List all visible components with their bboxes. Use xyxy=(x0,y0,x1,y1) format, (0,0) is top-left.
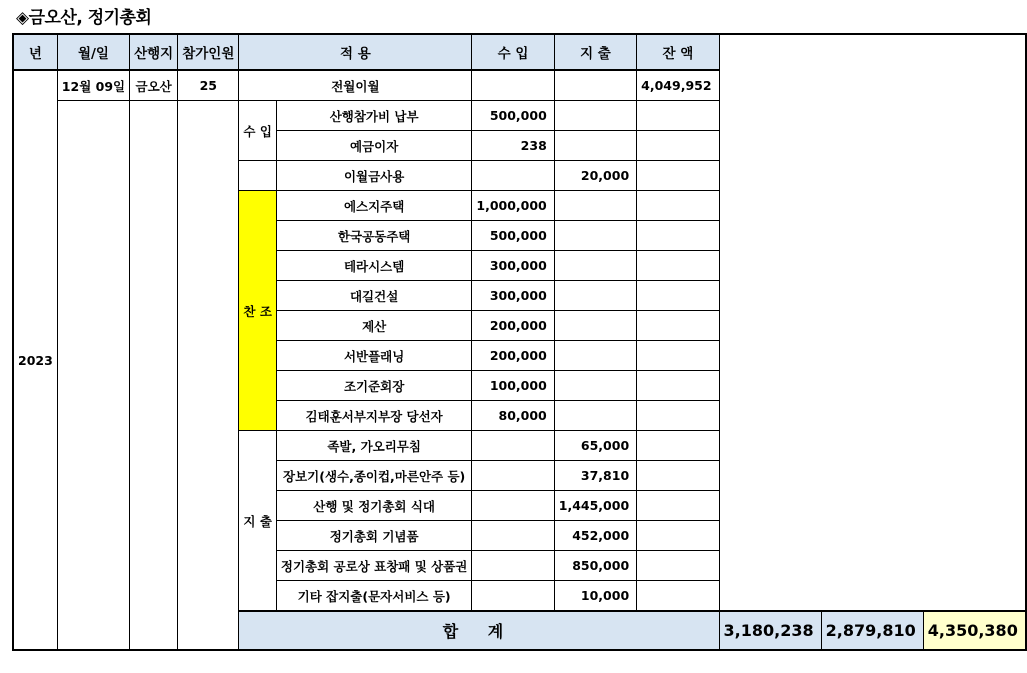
item-label: 장보기(생수,종이컵,마른안주 등) xyxy=(276,461,471,491)
empty-cell xyxy=(472,521,554,551)
item-label: 대길건설 xyxy=(276,281,471,311)
empty-cell xyxy=(637,401,719,431)
empty-cell xyxy=(637,521,719,551)
empty-cell xyxy=(637,461,719,491)
empty-cell xyxy=(637,341,719,371)
header-income: 수 입 xyxy=(472,34,554,70)
empty-cell xyxy=(637,431,719,461)
empty-cell xyxy=(637,311,719,341)
carryover-balance: 4,049,952 xyxy=(637,70,719,101)
item-expense: 850,000 xyxy=(554,551,636,581)
empty-cell xyxy=(637,191,719,221)
item-label: 조기준회장 xyxy=(276,371,471,401)
empty-cell xyxy=(637,551,719,581)
empty-cell xyxy=(637,251,719,281)
empty-cell xyxy=(472,581,554,612)
header-balance: 잔 액 xyxy=(637,34,719,70)
header-expense: 지 출 xyxy=(554,34,636,70)
empty-cell xyxy=(637,581,719,612)
empty-cell xyxy=(472,70,554,101)
item-income: 238 xyxy=(472,131,554,161)
empty-cell xyxy=(637,371,719,401)
date-cell-empty xyxy=(57,101,129,651)
empty-cell xyxy=(554,371,636,401)
item-income: 80,000 xyxy=(472,401,554,431)
empty-cell xyxy=(554,131,636,161)
empty-cell xyxy=(472,461,554,491)
table-row xyxy=(13,101,1026,131)
mountain-cell: 금오산 xyxy=(130,70,178,101)
group-income-label: 수 입 xyxy=(239,101,277,161)
item-label: 족발, 가오리무침 xyxy=(276,431,471,461)
table-row xyxy=(13,70,1026,101)
item-label: 제산 xyxy=(276,311,471,341)
empty-cell xyxy=(472,161,554,191)
empty-cell xyxy=(554,221,636,251)
empty-cell xyxy=(637,161,719,191)
participants-cell-empty xyxy=(178,101,239,651)
total-balance: 4,350,380 xyxy=(923,611,1026,650)
item-label: 한국공동주택 xyxy=(276,221,471,251)
item-expense: 20,000 xyxy=(554,161,636,191)
item-income: 100,000 xyxy=(472,371,554,401)
item-label: 테라시스템 xyxy=(276,251,471,281)
header-mountain: 산행지 xyxy=(130,34,178,70)
year-cell: 2023 xyxy=(13,70,57,650)
header-row xyxy=(13,34,1026,70)
item-label: 산행 및 정기총회 식대 xyxy=(276,491,471,521)
empty-cell xyxy=(472,551,554,581)
group-expense-label: 지 출 xyxy=(239,431,277,612)
header-participants: 참가인원 xyxy=(178,34,239,70)
item-income: 500,000 xyxy=(472,221,554,251)
item-label: 이월금사용 xyxy=(276,161,471,191)
page-title: ◈금오산, 정기총회 xyxy=(16,8,152,28)
empty-cell xyxy=(554,191,636,221)
participants-cell: 25 xyxy=(178,70,239,101)
empty-cell xyxy=(554,281,636,311)
item-expense: 10,000 xyxy=(554,581,636,612)
header-year: 년 xyxy=(13,34,57,70)
header-date: 월/일 xyxy=(57,34,129,70)
item-label: 정기총회 공로상 표창패 및 상품권 xyxy=(276,551,471,581)
empty-cell xyxy=(637,131,719,161)
total-expense: 2,879,810 xyxy=(821,611,923,650)
item-expense: 65,000 xyxy=(554,431,636,461)
item-expense: 1,445,000 xyxy=(554,491,636,521)
item-label: 예금이자 xyxy=(276,131,471,161)
group-sponsor-label: 찬 조 xyxy=(239,191,277,431)
empty-cell xyxy=(637,491,719,521)
item-income: 200,000 xyxy=(472,311,554,341)
empty-cell xyxy=(637,281,719,311)
empty-cell xyxy=(472,491,554,521)
empty-cell xyxy=(554,341,636,371)
total-label: 합 계 xyxy=(239,611,719,650)
item-income: 1,000,000 xyxy=(472,191,554,221)
empty-cell xyxy=(554,70,636,101)
item-income: 300,000 xyxy=(472,251,554,281)
header-description: 적 용 xyxy=(239,34,472,70)
empty-cell xyxy=(637,221,719,251)
item-expense: 452,000 xyxy=(554,521,636,551)
empty-cell xyxy=(239,161,277,191)
empty-cell xyxy=(472,431,554,461)
item-income: 300,000 xyxy=(472,281,554,311)
total-income: 3,180,238 xyxy=(719,611,821,650)
carryover-label: 전월이월 xyxy=(239,70,472,101)
item-label: 에스지주택 xyxy=(276,191,471,221)
empty-cell xyxy=(554,251,636,281)
date-cell: 12월 09일 xyxy=(57,70,129,101)
item-income: 200,000 xyxy=(472,341,554,371)
empty-cell xyxy=(554,101,636,131)
item-expense: 37,810 xyxy=(554,461,636,491)
item-label: 정기총회 기념품 xyxy=(276,521,471,551)
item-label: 산행참가비 납부 xyxy=(276,101,471,131)
item-label: 기타 잡지출(문자서비스 등) xyxy=(276,581,471,612)
item-label: 서반플래닝 xyxy=(276,341,471,371)
mountain-cell-empty xyxy=(130,101,178,651)
ledger-table xyxy=(12,33,1027,651)
item-income: 500,000 xyxy=(472,101,554,131)
empty-cell xyxy=(554,311,636,341)
item-label: 김태훈서부지부장 당선자 xyxy=(276,401,471,431)
empty-cell xyxy=(554,401,636,431)
empty-cell xyxy=(637,101,719,131)
